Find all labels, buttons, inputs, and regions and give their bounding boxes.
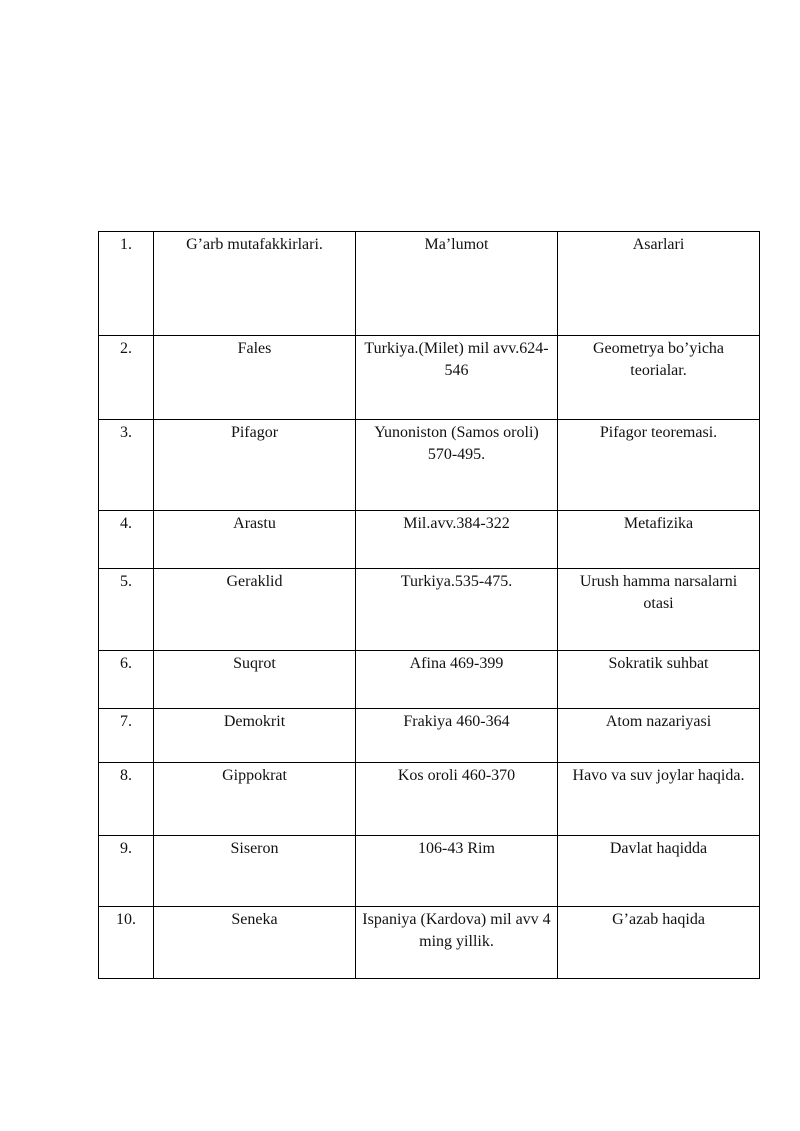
row-number-cell: 10. bbox=[99, 907, 154, 979]
info-cell: Yunoniston (Samos oroli) 570-495. bbox=[356, 420, 558, 511]
thinkers-table bbox=[98, 231, 760, 979]
row-number-cell: 2. bbox=[99, 336, 154, 420]
works-cell: Metafizika bbox=[558, 511, 760, 569]
works-cell: G’azab haqida bbox=[558, 907, 760, 979]
table-row bbox=[99, 836, 760, 907]
row-number-cell: 5. bbox=[99, 569, 154, 651]
works-cell: Havo va suv joylar haqida. bbox=[558, 763, 760, 836]
name-cell: Demokrit bbox=[154, 709, 356, 763]
table-row bbox=[99, 709, 760, 763]
table-row bbox=[99, 420, 760, 511]
table-row bbox=[99, 763, 760, 836]
name-cell: Pifagor bbox=[154, 420, 356, 511]
info-cell: Frakiya 460-364 bbox=[356, 709, 558, 763]
table-row bbox=[99, 651, 760, 709]
works-cell: Davlat haqidda bbox=[558, 836, 760, 907]
name-cell: Suqrot bbox=[154, 651, 356, 709]
name-cell: Gippokrat bbox=[154, 763, 356, 836]
info-cell: Afina 469-399 bbox=[356, 651, 558, 709]
table-row bbox=[99, 336, 760, 420]
works-cell: Geometrya bo’yicha teorialar. bbox=[558, 336, 760, 420]
info-cell: Turkiya.(Milet) mil avv.624-546 bbox=[356, 336, 558, 420]
table-row bbox=[99, 907, 760, 979]
table-row bbox=[99, 232, 760, 336]
row-number-cell: 3. bbox=[99, 420, 154, 511]
name-cell: Seneka bbox=[154, 907, 356, 979]
info-cell: 106-43 Rim bbox=[356, 836, 558, 907]
works-cell: Urush hamma narsalarni otasi bbox=[558, 569, 760, 651]
row-number-cell: 1. bbox=[99, 232, 154, 336]
info-cell: Mil.avv.384-322 bbox=[356, 511, 558, 569]
works-cell: Asarlari bbox=[558, 232, 760, 336]
name-cell: Siseron bbox=[154, 836, 356, 907]
row-number-cell: 9. bbox=[99, 836, 154, 907]
name-cell: G’arb mutafakkirlari. bbox=[154, 232, 356, 336]
works-cell: Pifagor teoremasi. bbox=[558, 420, 760, 511]
info-cell: Kos oroli 460-370 bbox=[356, 763, 558, 836]
name-cell: Arastu bbox=[154, 511, 356, 569]
table-row bbox=[99, 511, 760, 569]
name-cell: Geraklid bbox=[154, 569, 356, 651]
info-cell: Ma’lumot bbox=[356, 232, 558, 336]
table-row bbox=[99, 569, 760, 651]
works-cell: Atom nazariyasi bbox=[558, 709, 760, 763]
row-number-cell: 7. bbox=[99, 709, 154, 763]
info-cell: Ispaniya (Kardova) mil avv 4 ming yillik. bbox=[356, 907, 558, 979]
works-cell: Sokratik suhbat bbox=[558, 651, 760, 709]
row-number-cell: 6. bbox=[99, 651, 154, 709]
row-number-cell: 4. bbox=[99, 511, 154, 569]
name-cell: Fales bbox=[154, 336, 356, 420]
info-cell: Turkiya.535-475. bbox=[356, 569, 558, 651]
row-number-cell: 8. bbox=[99, 763, 154, 836]
